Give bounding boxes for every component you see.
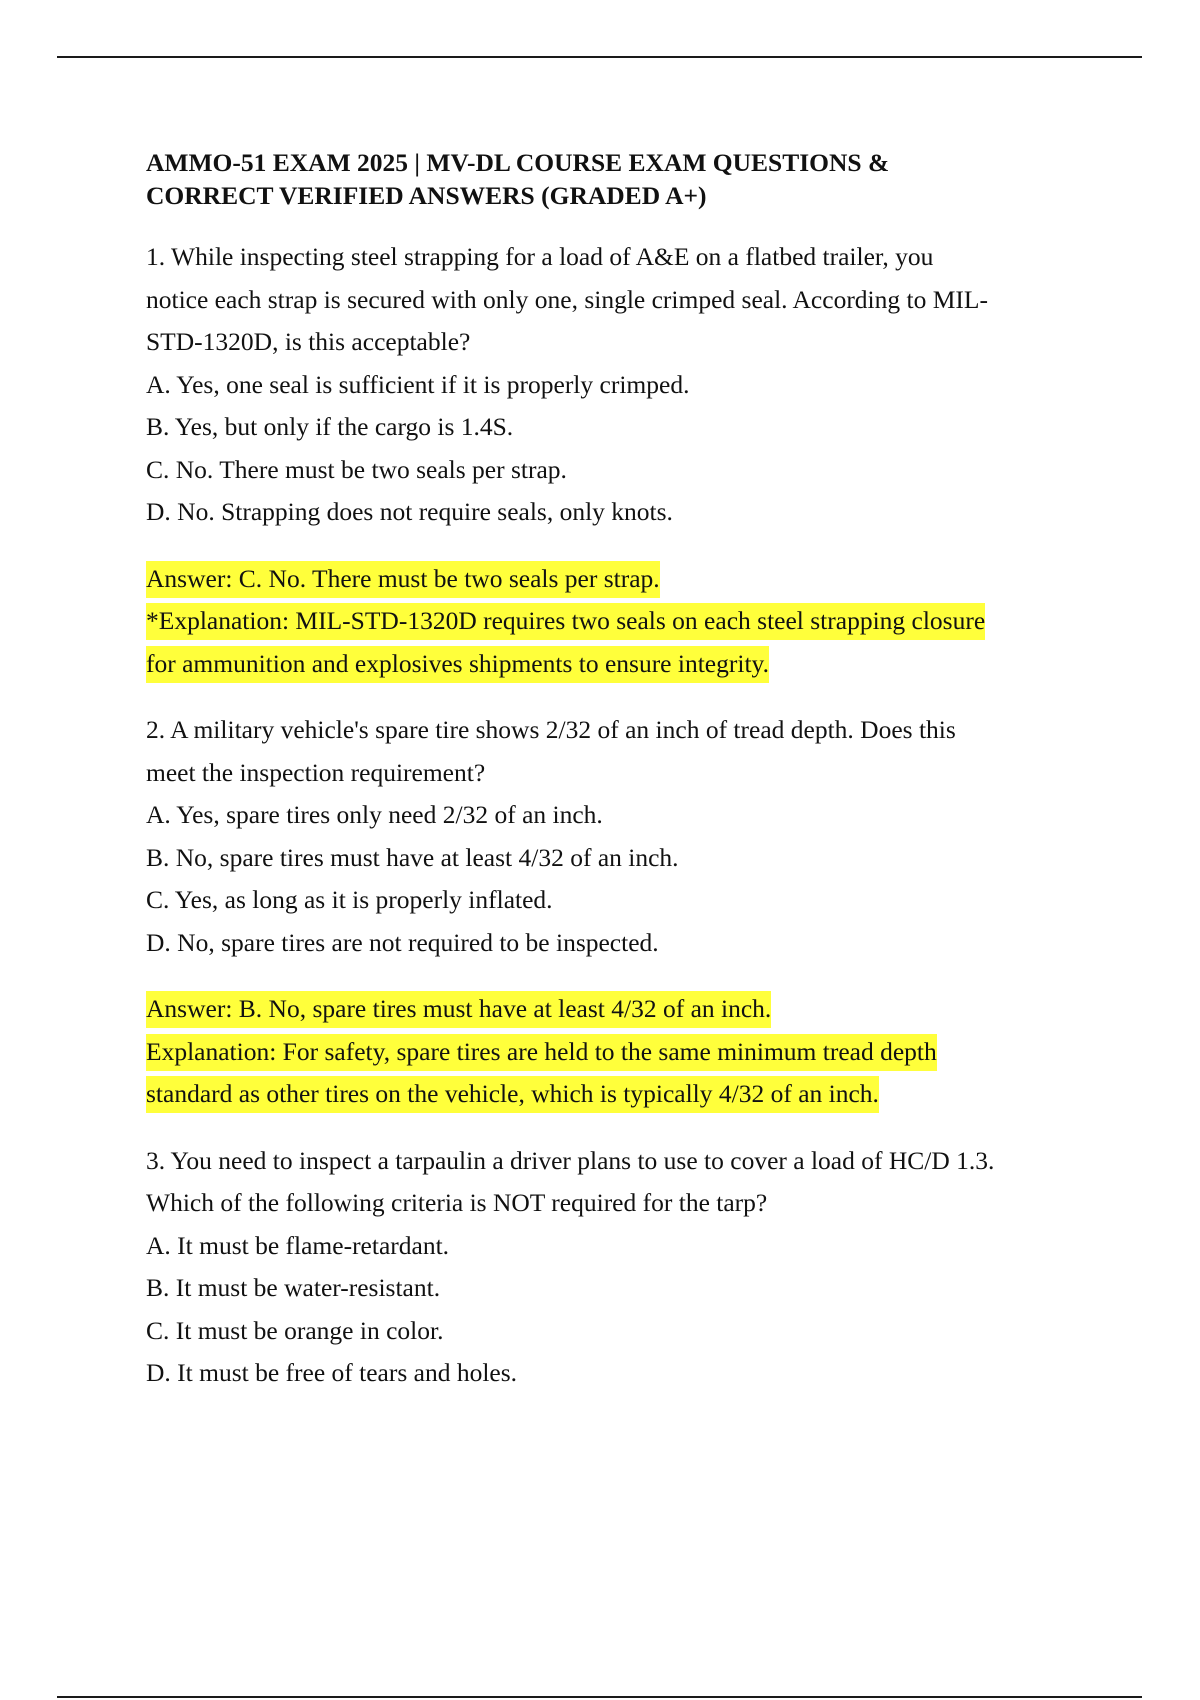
question-1-option-a: A. Yes, one seal is sufficient if it is properly crimped. (146, 369, 690, 399)
question-3-option-b: B. It must be water-resistant. (146, 1273, 441, 1302)
question-2-answer-text: Answer: B. No, spare tires must have at least 4/32 of an inch. (146, 991, 771, 1028)
question-2-explanation-text-2: standard as other tires on the vehicle, which is typically 4/32 of an inch. (146, 1076, 879, 1113)
question-1-answer-text: Answer: C. No. There must be two seals per strap. (146, 561, 660, 598)
question-1-answer (146, 558, 1106, 601)
question-2-option-b: B. No, spare tires must have at least 4/32 of an inch. (146, 842, 679, 872)
question-2-answer (146, 988, 1106, 1031)
question-1-text-line-3: STD-1320D, is this acceptable? (146, 327, 471, 356)
question-1-option-c: C. No. There must be two seals per strap. (146, 454, 567, 484)
question-1-text-line-1: 1. While inspecting steel strapping for a load of A&E on a flatbed trailer, you (146, 242, 934, 271)
question-2-option-d: D. No, spare tires are not required to be inspected. (146, 927, 659, 957)
question-2-answer-block (146, 988, 1106, 1116)
question-2-option-c: C. Yes, as long as it is properly inflated. (146, 885, 553, 914)
question-3-option-a: A. It must be flame-retardant. (146, 1230, 450, 1260)
question-1-explanation-line-1 (146, 600, 1106, 643)
page-bottom-rule (57, 1696, 1142, 1698)
question-2-text-line-1: 2. A military vehicle's spare tire shows 2/32 of an inch of tread depth. Does this (146, 715, 956, 744)
question-3-text (146, 1140, 1106, 1225)
question-1 (146, 236, 1106, 534)
question-1-text (146, 236, 1106, 364)
question-3-text-line-1: 3. You need to inspect a tarpaulin a driver plans to use to cover a load of HC/D 1.3. (146, 1145, 995, 1175)
question-1-explanation-line-2 (146, 643, 1106, 686)
question-1-option-b: B. Yes, but only if the cargo is 1.4S. (146, 412, 514, 441)
question-2 (146, 709, 1106, 964)
question-1-option-d: D. No. Strapping does not require seals, only knots. (146, 497, 673, 526)
question-1-explanation-text-2: for ammunition and explosives shipments to ensure integrity. (146, 646, 769, 683)
question-2-explanation-line-1 (146, 1031, 1106, 1074)
document-title-line-1: AMMO-51 EXAM 2025 | MV-DL COURSE EXAM QUESTIONS & (146, 148, 890, 177)
document-body (146, 146, 1106, 1395)
question-1-text-line-2: notice each strap is secured with only one, single crimped seal. According to MIL- (146, 284, 988, 314)
question-2-explanation-text-1: Explanation: For safety, spare tires are held to the same minimum tread depth (146, 1034, 937, 1071)
document-title (146, 146, 1106, 212)
question-3-option-d: D. It must be free of tears and holes. (146, 1358, 518, 1387)
question-1-explanation-text-1: *Explanation: MIL-STD-1320D requires two seals on each steel strapping closure (146, 603, 985, 640)
document-title-line-2: CORRECT VERIFIED ANSWERS (GRADED A+) (146, 181, 707, 210)
question-2-text-line-2: meet the inspection requirement? (146, 757, 486, 787)
question-3-option-c: C. It must be orange in color. (146, 1315, 444, 1345)
question-3 (146, 1140, 1106, 1395)
page-top-rule (57, 56, 1142, 58)
question-2-explanation-line-2 (146, 1073, 1106, 1116)
question-2-text (146, 709, 1106, 794)
question-3-text-line-2: Which of the following criteria is NOT required for the tarp? (146, 1188, 768, 1217)
question-2-option-a: A. Yes, spare tires only need 2/32 of an inch. (146, 800, 603, 829)
question-1-answer-block (146, 558, 1106, 686)
